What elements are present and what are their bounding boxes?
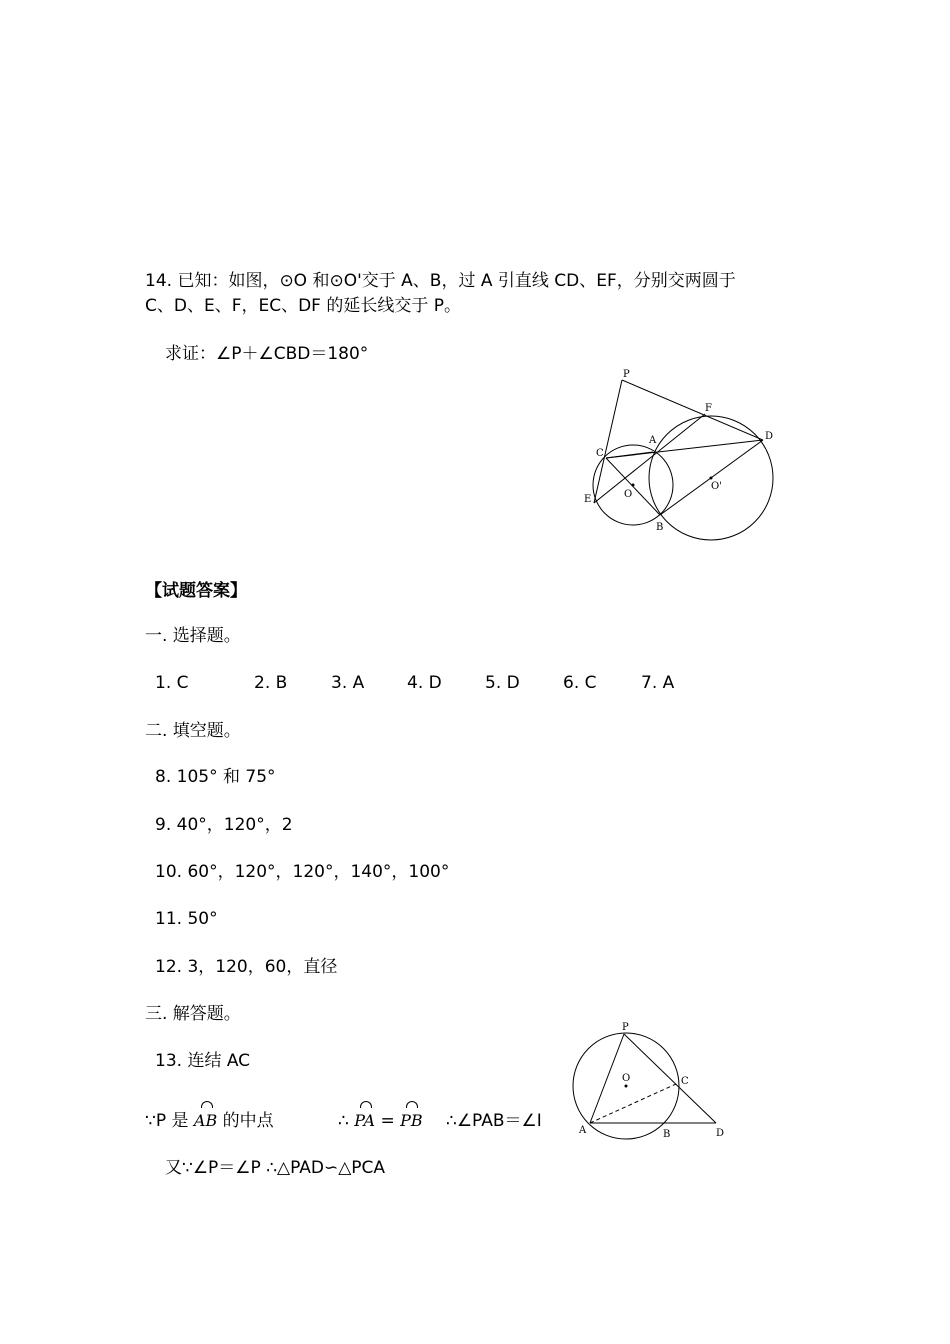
fill-answer-10: 10. 60°，120°，120°，140°，100° — [155, 862, 450, 882]
label-o: O — [624, 489, 633, 500]
choice-answer-3: 3. A — [331, 673, 365, 693]
section-solve-heading: 三. 解答题。 — [145, 1004, 241, 1024]
label-c: C — [596, 448, 604, 459]
equals-symbol: = — [380, 1111, 395, 1131]
section-choice-heading: 一. 选择题。 — [145, 626, 241, 646]
q13-proof-line-1 — [145, 1110, 274, 1132]
fill-answer-9: 9. 40°，120°，2 — [155, 815, 293, 835]
q14-figure — [570, 360, 790, 550]
choice-answer-6: 6. C — [563, 673, 597, 693]
choice-answer-7: 7. A — [641, 673, 675, 693]
label-p-13: P — [622, 1022, 629, 1033]
label-a: A — [649, 435, 657, 446]
label-c-13: C — [681, 1076, 689, 1087]
because-p-text: ∵P 是 — [145, 1111, 189, 1131]
label-p: P — [623, 369, 630, 380]
line-pd — [624, 1034, 716, 1123]
label-o-13: O — [622, 1073, 631, 1084]
q13-angle-equality: ∴∠PAB＝∠I — [446, 1111, 542, 1131]
label-b: B — [656, 522, 664, 533]
answers-heading: 【试题答案】 — [145, 581, 247, 601]
arc-ab: AB — [193, 1111, 218, 1130]
choice-answer-5: 5. D — [485, 673, 520, 693]
line-ef — [594, 414, 705, 503]
q13-figure — [568, 1015, 733, 1145]
q13-connect-ac: 13. 连结 AC — [155, 1051, 251, 1071]
fill-answer-11: 11. 50° — [155, 909, 218, 929]
q14-line-2: C、D、E、F，EC、DF 的延长线交于 P。 — [145, 296, 462, 316]
q13-proof-arcs — [338, 1110, 423, 1132]
section-fill-heading: 二. 填空题。 — [145, 721, 241, 741]
label-e: E — [584, 494, 592, 505]
center-o-dot — [632, 484, 635, 487]
label-b-13: B — [663, 1129, 671, 1140]
label-o-prime: O' — [711, 481, 722, 492]
line-pd — [622, 380, 763, 440]
choice-answer-2: 2. B — [254, 673, 288, 693]
label-a-13: A — [579, 1125, 587, 1136]
label-d-13: D — [716, 1128, 725, 1139]
arc-pb: PB — [400, 1111, 423, 1130]
center-o-13-dot — [625, 1085, 628, 1088]
label-f: F — [705, 403, 712, 414]
therefore-symbol: ∴ — [338, 1111, 349, 1131]
fill-answer-12: 12. 3，120，60，直径 — [155, 957, 338, 977]
q13-proof-line-2: 又∵∠P＝∠P ∴△PAD∽△PCA — [165, 1158, 386, 1178]
choice-answer-1: 1. C — [155, 673, 189, 693]
midpoint-text: 的中点 — [222, 1111, 274, 1131]
fill-answer-8: 8. 105° 和 75° — [155, 767, 276, 787]
choice-answer-4: 4. D — [407, 673, 442, 693]
q14-prove: 求证：∠P＋∠CBD＝180° — [165, 344, 369, 364]
center-o-prime-dot — [710, 477, 713, 480]
arc-pa: PA — [354, 1111, 376, 1130]
label-d: D — [765, 431, 774, 442]
line-ca — [606, 452, 653, 458]
q14-line-1: 14. 已知：如图，⊙O 和⊙O'交于 A、B，过 A 引直线 CD、EF，分别交两圆于 — [145, 271, 736, 291]
